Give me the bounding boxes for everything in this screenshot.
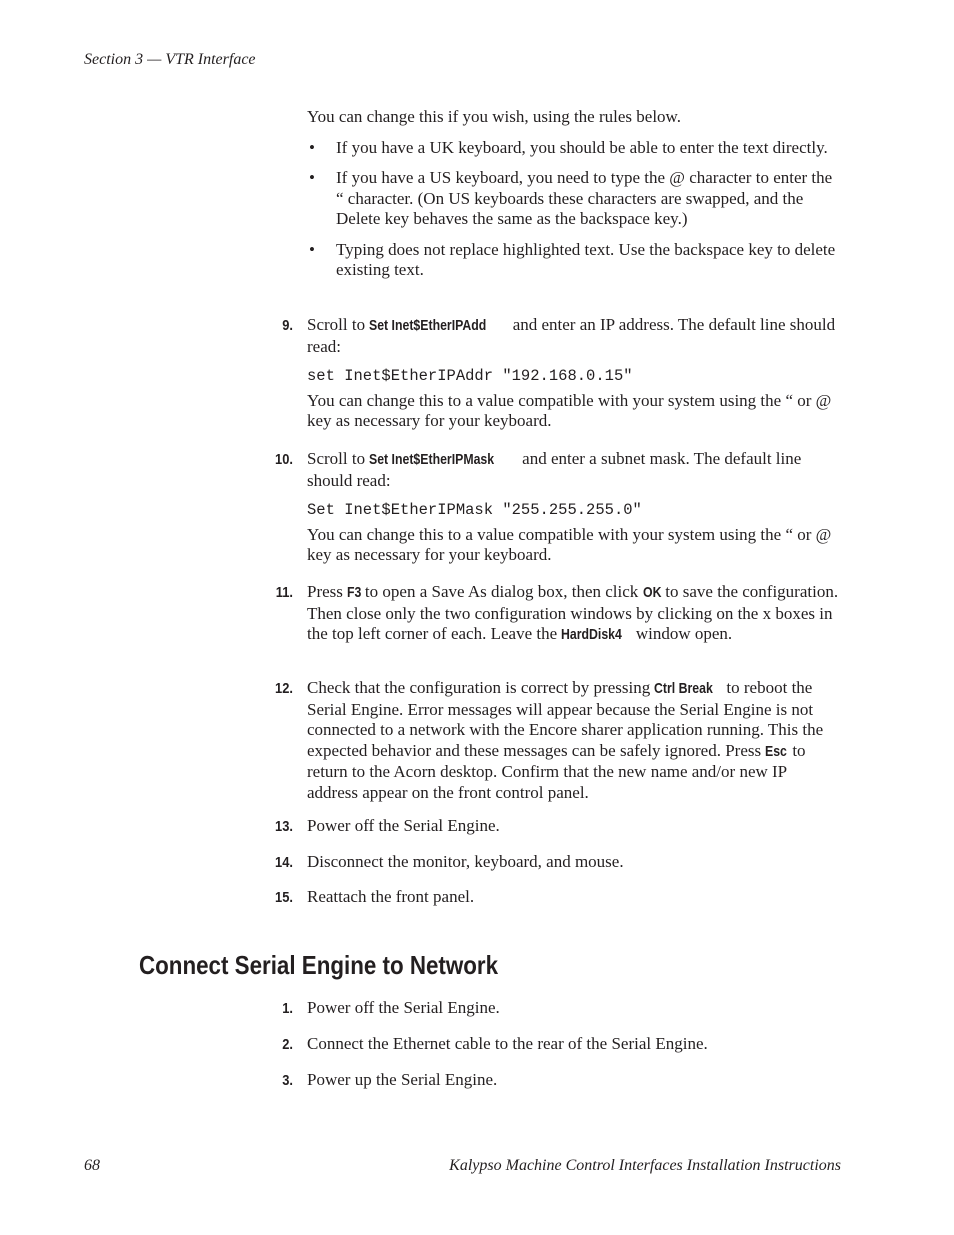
step-note: You can change this to a value compatible with your system using the “ or @ key as necessary for your keyboard.: [307, 524, 832, 564]
bullet-icon: •: [309, 168, 315, 187]
window-name: HardDisk4: [561, 626, 623, 643]
step-text: Disconnect the monitor, keyboard, and mouse.: [307, 852, 624, 871]
key-f3: F3: [347, 584, 362, 601]
step-text: Connect the Ethernet cable to the rear of the Serial Engine.: [307, 1034, 708, 1053]
code-line: set Inet$EtherIPAddr "192.168.0.15": [307, 367, 633, 385]
section-heading: Connect Serial Engine to Network: [139, 950, 499, 980]
bullet-list: [307, 138, 841, 281]
step-10: [275, 449, 841, 566]
step-12: [275, 678, 841, 803]
step-text: Power up the Serial Engine.: [307, 1070, 498, 1089]
step-number: 1.: [282, 1000, 293, 1017]
step-note: You can change this to a value compatible with your system using the “ or @ key as necessary for your keyboard.: [307, 390, 832, 430]
key-esc: Esc: [765, 742, 788, 760]
page-number: 68: [84, 1157, 100, 1174]
step-text: Scroll to Set Inet$EtherIPMask and enter a subnet mask. The default line should read:: [307, 449, 802, 490]
step-text: Check that the configuration is correct by pressing Ctrl Break to reboot the Serial Engine. Error messages will appear because the Serial Engine is not connected to a network with the Encore sharer application running. This the expected behavior and these messages can be safely ignored. Press Esc to return to the Acorn desktop. Confirm that the new name and/or new IP address appear on the front control panel.: [307, 678, 824, 802]
step-text: Power off the Serial Engine.: [307, 998, 500, 1017]
step-number: 2.: [282, 1036, 293, 1053]
step-text: Reattach the front panel.: [307, 887, 475, 906]
bullet-icon: •: [309, 137, 315, 157]
bullet-icon: •: [309, 239, 315, 259]
network-step-3: [282, 1070, 841, 1091]
step-text: Power off the Serial Engine.: [307, 816, 500, 835]
step-15: [275, 887, 841, 908]
step-number: 3.: [282, 1072, 293, 1089]
bullet-item: • Typing does not replace highlighted text. Use the backspace key to delete existing text.: [309, 239, 836, 279]
step-number: 10.: [275, 451, 293, 468]
ok-button-label: OK: [642, 584, 661, 601]
bullet-item: • If you have a US keyboard, you need to type the @ character to enter the “ character. (On US keyboards these characters are swapped, and the Delete key behaves the same as the backspace key.): [309, 168, 833, 228]
step-9: [282, 315, 841, 432]
network-step-1: [282, 998, 841, 1019]
setting-name: Set Inet$EtherIPAdd: [369, 317, 487, 334]
step-11: [275, 582, 841, 646]
step-number: 9.: [282, 317, 293, 334]
step-text: Press F3 to open a Save As dialog box, then click OK to save the configuration. Then close only the two configuration windows by clicking on the x boxes in the top left corner of each. Leave the HardDisk4 window open.: [307, 582, 841, 646]
intro-paragraph: You can change this if you wish, using the rules below.: [307, 107, 681, 126]
step-14: [275, 852, 841, 873]
step-number: 11.: [275, 584, 293, 601]
code-line: Set Inet$EtherIPMask "255.255.255.0": [307, 501, 642, 519]
step-number: 13.: [275, 818, 293, 835]
setting-name: Set Inet$EtherIPMask: [369, 451, 495, 468]
network-step-2: [282, 1034, 841, 1055]
bullet-item: • If you have a UK keyboard, you should be able to enter the text directly.: [309, 137, 828, 157]
key-ctrl-break: Ctrl Break: [654, 680, 714, 697]
intro-block: [307, 107, 841, 281]
step-13: [275, 816, 841, 837]
running-footer: Kalypso Machine Control Interfaces Installation Instructions: [449, 1157, 841, 1174]
running-header: Section 3 — VTR Interface: [84, 51, 256, 68]
step-text: Scroll to Set Inet$EtherIPAdd and enter an IP address. The default line should read:: [307, 315, 836, 356]
step-number: 12.: [275, 680, 293, 697]
step-number: 15.: [275, 889, 293, 906]
step-number: 14.: [275, 854, 293, 871]
